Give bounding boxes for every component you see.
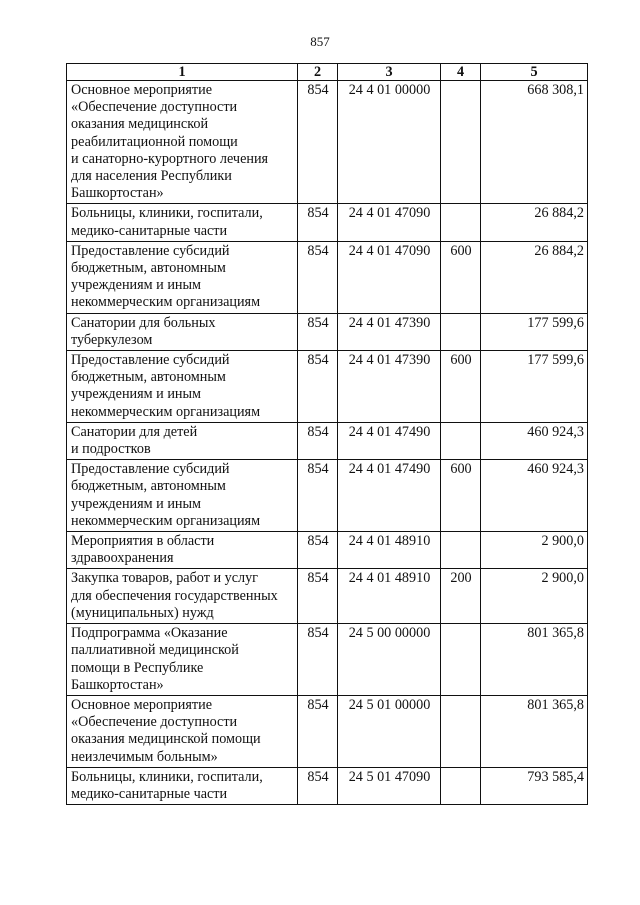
table-row [67,460,588,532]
cell-amount: 460 924,3 [481,422,588,459]
column-header-target: 3 [338,64,441,81]
cell-expense-type [441,81,481,204]
cell-target-code: 24 4 01 47390 [338,313,441,350]
cell-name: Больницы, клиники, госпитали, медико-санитарные части [67,204,298,241]
cell-amount: 793 585,4 [481,767,588,804]
cell-expense-type [441,204,481,241]
table-row [67,767,588,804]
cell-expense-type [441,422,481,459]
column-header-type: 4 [441,64,481,81]
cell-target-code: 24 4 01 47090 [338,241,441,313]
cell-amount: 460 924,3 [481,460,588,532]
cell-amount: 177 599,6 [481,351,588,423]
cell-target-code: 24 5 01 00000 [338,695,441,767]
cell-name: Санатории для больных туберкулезом [67,313,298,350]
table-row [67,313,588,350]
cell-name: Основное мероприятие «Обеспечение доступности оказания медицинской реабилитационной помощи и санаторно-курортного лечения для населения Республики Башкортостан» [67,81,298,204]
cell-ministry-code: 854 [298,313,338,350]
cell-amount: 668 308,1 [481,81,588,204]
cell-amount: 177 599,6 [481,313,588,350]
cell-target-code: 24 5 00 00000 [338,624,441,696]
cell-ministry-code: 854 [298,569,338,624]
cell-target-code: 24 4 01 47490 [338,422,441,459]
table-row [67,624,588,696]
table-row [67,204,588,241]
cell-name: Предоставление субсидий бюджетным, автономным учреждениям и иным некоммерческим организациям [67,351,298,423]
cell-amount: 2 900,0 [481,532,588,569]
cell-ministry-code: 854 [298,241,338,313]
cell-ministry-code: 854 [298,767,338,804]
cell-amount: 26 884,2 [481,204,588,241]
column-header-amount: 5 [481,64,588,81]
cell-expense-type [441,695,481,767]
cell-ministry-code: 854 [298,624,338,696]
budget-table [66,63,588,805]
cell-ministry-code: 854 [298,695,338,767]
cell-expense-type [441,767,481,804]
page-number: 857 [310,34,330,49]
cell-name: Предоставление субсидий бюджетным, автономным учреждениям и иным некоммерческим организациям [67,460,298,532]
cell-name: Основное мероприятие «Обеспечение доступности оказания медицинской помощи неизлечимым больным» [67,695,298,767]
column-header-ministry: 2 [298,64,338,81]
cell-ministry-code: 854 [298,460,338,532]
cell-amount: 2 900,0 [481,569,588,624]
cell-target-code: 24 4 01 00000 [338,81,441,204]
cell-name: Закупка товаров, работ и услуг для обеспечения государственных (муниципальных) нужд [67,569,298,624]
cell-target-code: 24 4 01 47090 [338,204,441,241]
cell-name: Больницы, клиники, госпитали, медико-санитарные части [67,767,298,804]
table-row [67,241,588,313]
table-row [67,81,588,204]
table-row [67,569,588,624]
cell-target-code: 24 4 01 48910 [338,569,441,624]
cell-expense-type [441,624,481,696]
cell-ministry-code: 854 [298,532,338,569]
cell-amount: 26 884,2 [481,241,588,313]
cell-name: Санатории для детей и подростков [67,422,298,459]
cell-target-code: 24 4 01 48910 [338,532,441,569]
cell-expense-type [441,532,481,569]
cell-target-code: 24 5 01 47090 [338,767,441,804]
column-header-name: 1 [67,64,298,81]
cell-name: Подпрограмма «Оказание паллиативной медицинской помощи в Республике Башкортостан» [67,624,298,696]
cell-target-code: 24 4 01 47390 [338,351,441,423]
cell-name: Предоставление субсидий бюджетным, автономным учреждениям и иным некоммерческим организациям [67,241,298,313]
cell-ministry-code: 854 [298,351,338,423]
table-row [67,351,588,423]
table-row [67,422,588,459]
cell-amount: 801 365,8 [481,695,588,767]
cell-expense-type: 200 [441,569,481,624]
cell-amount: 801 365,8 [481,624,588,696]
cell-target-code: 24 4 01 47490 [338,460,441,532]
cell-ministry-code: 854 [298,204,338,241]
table-row [67,532,588,569]
cell-ministry-code: 854 [298,422,338,459]
cell-ministry-code: 854 [298,81,338,204]
cell-expense-type: 600 [441,460,481,532]
cell-expense-type: 600 [441,351,481,423]
cell-expense-type: 600 [441,241,481,313]
cell-name: Мероприятия в области здравоохранения [67,532,298,569]
cell-expense-type [441,313,481,350]
table-row [67,695,588,767]
table-header-row [67,64,588,81]
